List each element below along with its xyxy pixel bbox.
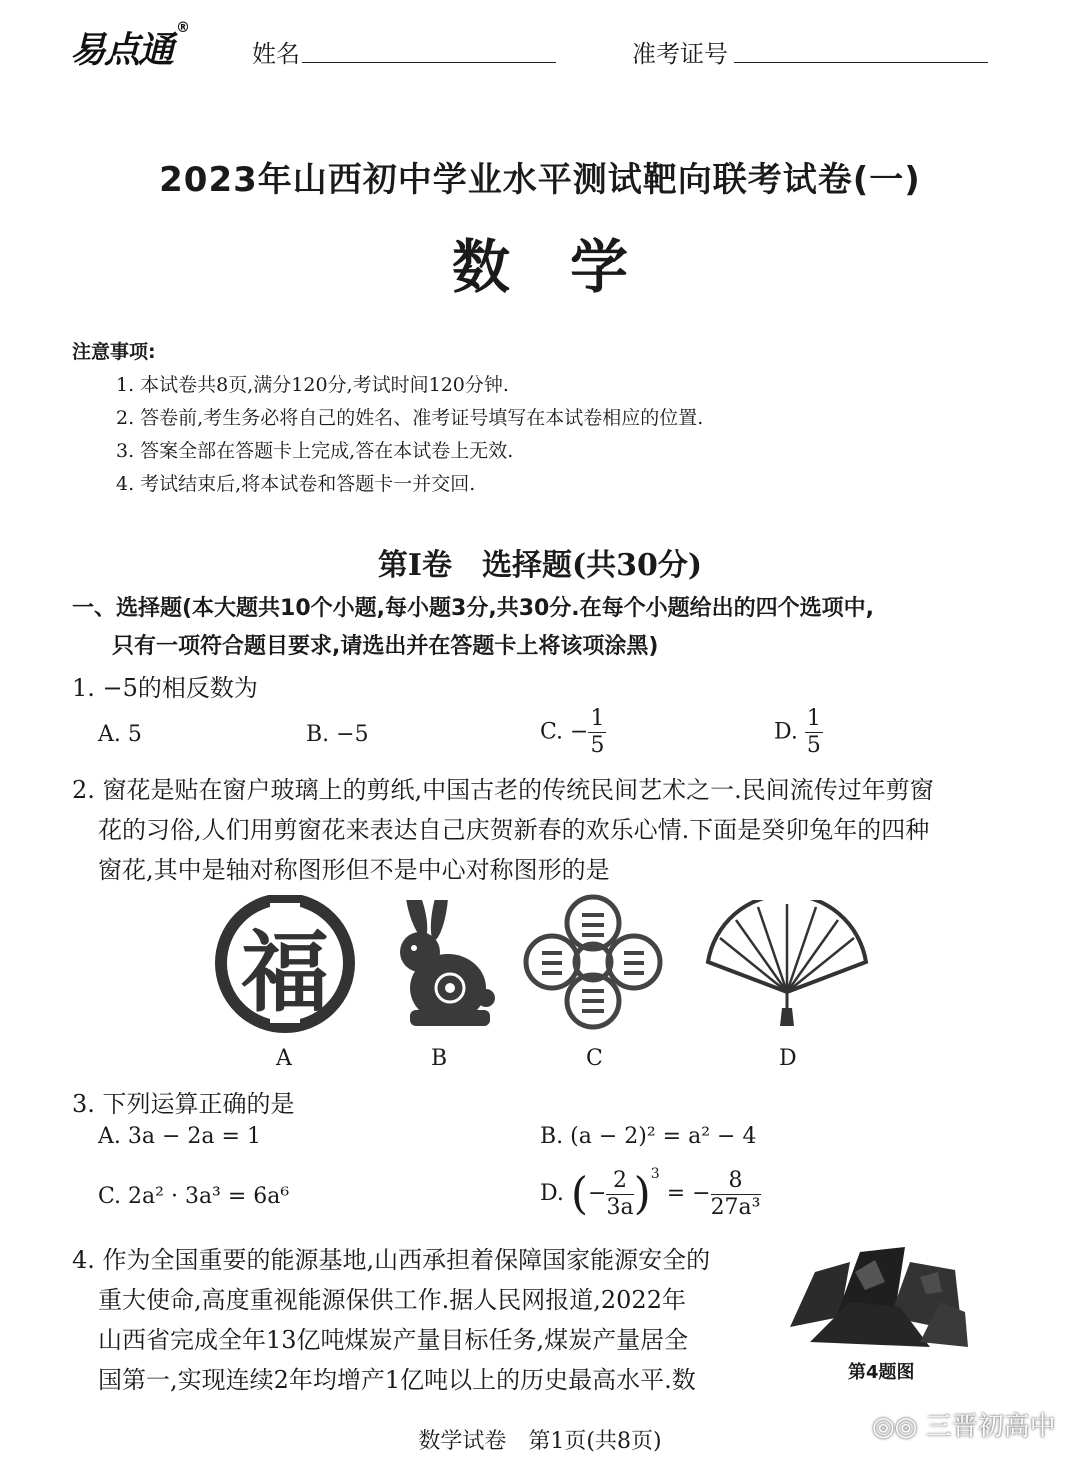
question-4-line: 国第一,实现连续2年均增产1亿吨以上的历史最高水平.数 [98, 1366, 696, 1394]
q3-option-d [540, 1166, 761, 1221]
coal-figure [780, 1232, 970, 1352]
figure-4-caption: 第4题图 [848, 1362, 915, 1383]
watermark [872, 1406, 1056, 1443]
q1-option-b: B. −5 [306, 722, 369, 747]
part-instructions [72, 590, 1022, 666]
registered-mark: ® [176, 20, 189, 36]
option-prefix: D. [774, 719, 798, 745]
equals-sign: = − [666, 1181, 711, 1206]
page-footer: 数学试卷 第1页(共8页) [418, 1429, 662, 1454]
name-blank[interactable] [302, 34, 556, 63]
notice-item: 2. 答卷前,考生务必将自己的姓名、准考证号填写在本试卷相应的位置. [116, 407, 704, 429]
section-title: 第Ⅰ卷 选择题(共30分) [377, 548, 703, 583]
fu-paper-cut-figure [215, 895, 355, 1035]
question-1-stem: 1. −5的相反数为 [72, 674, 258, 702]
option-prefix: D. [540, 1181, 564, 1206]
figure-label-c: C [586, 1046, 603, 1071]
q1-option-d [774, 706, 823, 759]
denominator: 27a³ [710, 1194, 761, 1220]
q1-option-c [540, 706, 606, 759]
exam-title: 2023年山西初中学业水平测试靶向联考试卷(一) [159, 160, 921, 200]
numerator: 1 [590, 706, 605, 731]
question-4-line: 山西省完成全年13亿吨煤炭产量目标任务,煤炭产量居全 [98, 1326, 689, 1354]
question-2-line: 花的习俗,人们用剪窗花来表达自己庆贺新春的欢乐心情.下面是癸卯兔年的四种 [98, 816, 930, 844]
q3-option-c: C. 2a² · 3a³ = 6a⁶ [98, 1184, 290, 1209]
question-2-line: 2. 窗花是贴在窗户玻璃上的剪纸,中国古老的传统民间艺术之一.民间流传过年剪窗 [72, 776, 934, 804]
knot-paper-cut-figure [522, 893, 664, 1031]
logo-text: 易点通 [70, 30, 173, 71]
numerator: 8 [711, 1168, 761, 1195]
notice-item: 4. 考试结束后,将本试卷和答题卡一并交回. [116, 473, 476, 495]
rabbit-paper-cut-figure [380, 900, 500, 1030]
minus-sign: − [588, 1181, 607, 1206]
denominator: 5 [590, 733, 605, 758]
exam-id-label: 准考证号 [632, 40, 728, 68]
question-4-line: 4. 作为全国重要的能源基地,山西承担着保障国家能源安全的 [72, 1246, 711, 1274]
exam-id-blank[interactable] [734, 34, 988, 63]
notice-heading: 注意事项: [72, 341, 156, 363]
q1-option-a: A. 5 [98, 722, 142, 747]
q3-option-b: B. (a − 2)² = a² − 4 [540, 1124, 757, 1149]
instruction-line: 只有一项符合题目要求,请选出并在答题卡上将该项涂黑) [112, 634, 659, 659]
notice-item: 3. 答案全部在答题卡上完成,答在本试卷上无效. [116, 440, 514, 462]
figure-label-a: A [276, 1046, 292, 1071]
q3-option-a: A. 3a − 2a = 1 [98, 1124, 261, 1149]
watermark-text: 三晋初高中 [925, 1412, 1056, 1442]
question-2-line: 窗花,其中是轴对称图形但不是中心对称图形的是 [98, 856, 610, 884]
figure-label-d: D [779, 1046, 797, 1071]
wechat-icon: ◎◎ [872, 1412, 918, 1442]
fan-paper-cut-figure [702, 900, 872, 1030]
numerator: 1 [806, 706, 821, 731]
question-4-line: 重大使命,高度重视能源保供工作.据人民网报道,2022年 [98, 1286, 686, 1314]
name-label: 姓名 [252, 40, 300, 68]
left-paren: ( [570, 1168, 589, 1220]
right-paren: ) [633, 1168, 651, 1220]
denominator: 5 [806, 733, 821, 758]
numerator: 2 [606, 1168, 633, 1195]
instruction-line: 一、选择题(本大题共10个小题,每小题3分,共30分.在每个小题给出的四个选项中, [72, 596, 875, 621]
fu-character: 福 [240, 921, 330, 1024]
notice-item: 1. 本试卷共8页,满分120分,考试时间120分钟. [116, 374, 509, 396]
denominator: 3a [606, 1194, 634, 1220]
publisher-logo [70, 20, 189, 73]
figure-label-b: B [431, 1046, 448, 1071]
option-prefix: C. − [540, 719, 589, 745]
subject-title: 数学 [451, 233, 688, 301]
exponent: 3 [650, 1166, 660, 1182]
question-3-stem: 3. 下列运算正确的是 [72, 1090, 295, 1118]
